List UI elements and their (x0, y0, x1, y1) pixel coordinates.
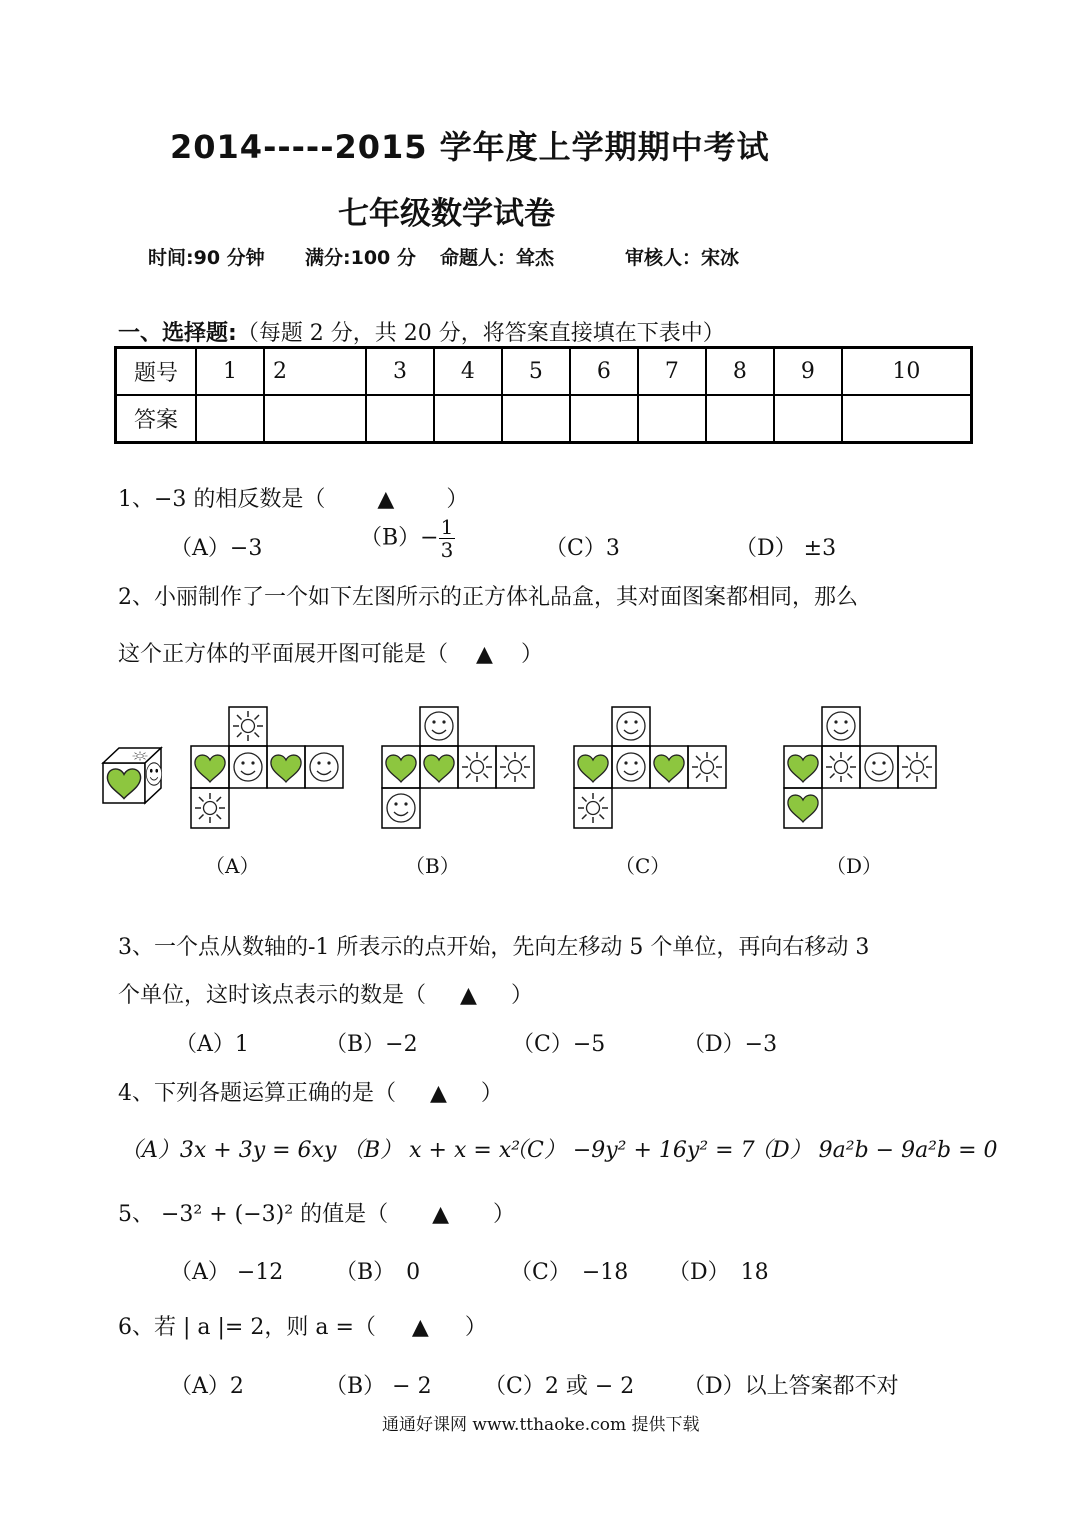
q3-line1: 3、一个点从数轴的-1 所表示的点开始，先向左移动 5 个单位，再向右移动 3 (118, 935, 870, 960)
exam-full-score: 满分:100 分 (305, 247, 416, 269)
heart-icon (654, 755, 684, 782)
q3-option-a: （A）1 (175, 1032, 249, 1057)
q4-stem-text: 4、下列各题运算正确的是（ (118, 1081, 396, 1106)
sun-icon (195, 793, 225, 823)
smiley-icon (865, 753, 893, 781)
answer-cell[interactable] (774, 395, 842, 443)
exam-reviewer: 审核人：宋冰 (625, 247, 740, 269)
q5-option-d: （D） 18 (668, 1260, 769, 1285)
question-number-cell: 5 (502, 348, 570, 396)
q6-option-d: （D）以上答案都不对 (683, 1374, 899, 1399)
net-d-label: （D） (826, 854, 883, 878)
row-label-number: 题号 (116, 348, 197, 396)
q3-line2-text: 个单位，这时该点表示的数是（ (118, 983, 427, 1008)
q3-option-d: （D）−3 (683, 1032, 778, 1057)
exam-time: 时间:90 分钟 (148, 247, 265, 269)
q5-stem-text: 5、 −3² + (−3)² 的值是（ (118, 1202, 389, 1227)
question-number-cell: 3 (366, 348, 434, 396)
question-number-cell: 4 (434, 348, 502, 396)
exam-title: 2014-----2015 学年度上学期期中考试 (170, 128, 770, 166)
q5-close: ） (493, 1202, 516, 1227)
q1-close: ） (446, 487, 469, 512)
sun-icon (826, 752, 856, 782)
heart-icon (195, 755, 225, 782)
q6-option-a: （A）2 (170, 1374, 244, 1399)
q5-option-b: （B） 0 (335, 1260, 421, 1285)
q2-close: ） (520, 642, 543, 667)
answer-mark: ▲ (430, 1081, 447, 1106)
sun-icon (233, 711, 263, 741)
exam-subtitle: 七年级数学试卷 (338, 196, 555, 232)
q3-line2 (118, 978, 533, 1009)
answer-mark: ▲ (460, 983, 477, 1008)
q4-close: ） (480, 1081, 503, 1106)
question-number-cell: 8 (706, 348, 774, 396)
q1-option-b (360, 516, 455, 561)
heart-icon (386, 755, 416, 782)
answer-cell[interactable] (366, 395, 434, 443)
q3-option-b: （B）−2 (325, 1032, 418, 1057)
answer-cell[interactable] (434, 395, 502, 443)
fraction (439, 516, 456, 561)
answer-cell[interactable] (638, 395, 706, 443)
q1-option-c: （C）3 (545, 536, 620, 561)
sun-icon (133, 752, 148, 761)
heart-icon (271, 755, 301, 782)
smiley-icon (310, 753, 338, 781)
answer-mark: ▲ (476, 642, 493, 667)
smiley-icon (617, 712, 645, 740)
answer-cell[interactable] (706, 395, 774, 443)
heart-icon (788, 795, 818, 822)
smiley-icon (425, 712, 453, 740)
sun-icon (902, 752, 932, 782)
smiley-icon (827, 712, 855, 740)
net-c-label: （C） (615, 854, 671, 878)
q2-line2 (118, 637, 543, 668)
heart-icon (424, 755, 454, 782)
section-instruction: （每题 2 分，共 20 分，将答案直接填在下表中） (236, 321, 725, 346)
answer-cell[interactable] (264, 395, 366, 443)
answer-table-answer-row (116, 395, 972, 443)
q1-option-b-prefix: （B）− (360, 525, 439, 551)
q3-option-c: （C）−5 (512, 1032, 606, 1057)
q6-close: ） (464, 1315, 487, 1340)
heart-icon (578, 755, 608, 782)
q5-stem (118, 1197, 515, 1228)
answer-mark: ▲ (377, 487, 395, 512)
q6-stem (118, 1310, 487, 1341)
sun-icon (462, 752, 492, 782)
section-title: 一、选择题: (118, 321, 237, 346)
q1-option-d: （D） ±3 (735, 536, 837, 561)
answer-table-header-row (116, 348, 972, 396)
q3-close: ） (510, 983, 533, 1008)
smiley-icon (617, 753, 645, 781)
q5-option-c: （C） −18 (510, 1260, 629, 1285)
q2-line2-text: 这个正方体的平面展开图可能是（ (118, 642, 449, 667)
q5-option-a: （A） −12 (170, 1260, 284, 1285)
q4-stem (118, 1076, 503, 1107)
q4-option-b: （B） x + x = x² (342, 1138, 521, 1163)
answer-mark: ▲ (432, 1202, 449, 1227)
q1-stem (118, 482, 468, 513)
sun-icon (500, 752, 530, 782)
cube-icon (103, 748, 162, 803)
answer-cell[interactable] (196, 395, 264, 443)
q4-option-d: （D） 9a²b − 9a²b = 0 (750, 1138, 998, 1163)
question-number-cell: 1 (196, 348, 264, 396)
fraction-numerator: 1 (440, 515, 454, 539)
answer-mark: ▲ (411, 1315, 429, 1340)
q6-stem-text: 6、若 | a |= 2，则 a =（ (118, 1315, 376, 1340)
smiley-icon (146, 763, 161, 785)
question-number-cell: 6 (570, 348, 638, 396)
smiley-icon (234, 753, 262, 781)
q4-option-a: （A）3x + 3y = 6xy (120, 1138, 337, 1163)
question-number-cell: 7 (638, 348, 706, 396)
page-footer: 通通好课网 www.tthaoke.com 提供下载 (382, 1415, 700, 1435)
answer-cell[interactable] (842, 395, 972, 443)
answer-cell[interactable] (502, 395, 570, 443)
net-a-label: （A） (205, 854, 260, 878)
q1-stem-text: 1、−3 的相反数是（ (118, 487, 326, 512)
cube-nets-figure (95, 700, 955, 840)
heart-icon (788, 755, 818, 782)
q4-option-c: （C） −9y² + 16y² = 7 (505, 1138, 755, 1163)
answer-table (114, 346, 973, 444)
smiley-icon (387, 794, 415, 822)
question-number-cell: 2 (264, 348, 366, 396)
fraction-denominator: 3 (440, 538, 454, 562)
net-b-label: （B） (405, 854, 460, 878)
exam-author: 命题人：耸杰 (440, 247, 555, 269)
answer-cell[interactable] (570, 395, 638, 443)
q1-option-a: （A）−3 (170, 536, 263, 561)
sun-icon (692, 752, 722, 782)
question-number-cell: 9 (774, 348, 842, 396)
section-heading (118, 316, 725, 347)
row-label-answer: 答案 (116, 395, 197, 443)
question-number-cell: 10 (842, 348, 972, 396)
q6-option-c: （C）2 或 − 2 (484, 1374, 635, 1399)
sun-icon (578, 793, 608, 823)
q6-option-b: （B） − 2 (325, 1374, 432, 1399)
q2-line1: 2、小丽制作了一个如下左图所示的正方体礼品盒，其对面图案都相同，那么 (118, 585, 858, 610)
